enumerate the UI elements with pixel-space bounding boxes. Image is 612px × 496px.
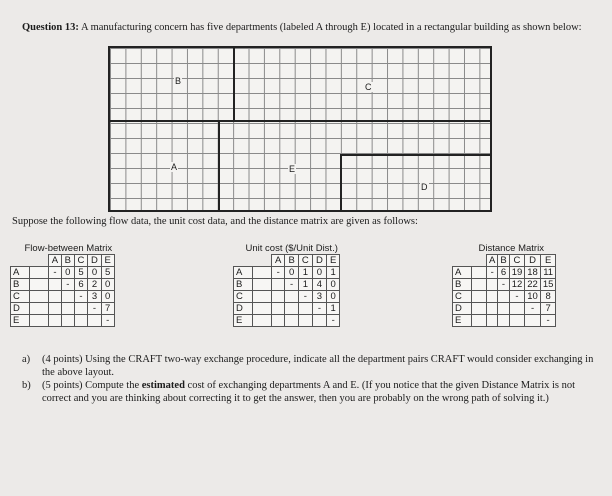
flow-cell <box>49 291 62 303</box>
distance-cell: 7 <box>540 303 556 315</box>
cost-spacer <box>253 303 272 315</box>
flow-spacer <box>30 267 49 279</box>
distance-matrix-header-row <box>453 255 556 267</box>
question-header <box>22 22 582 34</box>
cost-cell <box>285 315 298 327</box>
dept-label-d: D <box>421 182 428 192</box>
flow-matrix-header-row <box>11 255 115 267</box>
flow-cell <box>61 303 74 315</box>
dept-label-e: E <box>289 164 296 174</box>
given-data-intro: Suppose the following flow data, the unit cost data, and the distance matrix are given as follows: <box>12 216 418 227</box>
distance-cell: - <box>525 303 541 315</box>
cost-col-c: C <box>298 255 312 267</box>
cost-row-label: A <box>234 267 253 279</box>
distance-cell: 19 <box>509 267 525 279</box>
dept-label-a: A <box>171 162 178 172</box>
flow-cell: 0 <box>61 267 74 279</box>
flow-row-label: B <box>11 279 30 291</box>
cost-col-e: E <box>326 255 339 267</box>
question-parts <box>22 354 600 406</box>
flow-row-a <box>11 267 115 279</box>
flow-matrix <box>10 243 115 327</box>
distance-row-label: A <box>453 267 472 279</box>
distance-spacer <box>472 279 487 291</box>
flow-spacer <box>30 291 49 303</box>
distance-matrix <box>452 243 556 327</box>
flow-cell <box>49 315 62 327</box>
flow-row-c <box>11 291 115 303</box>
distance-spacer <box>472 291 487 303</box>
flow-spacer <box>30 303 49 315</box>
flow-cell <box>61 315 74 327</box>
distance-row-c <box>453 291 556 303</box>
cost-cell <box>272 279 285 291</box>
distance-spacer <box>472 315 487 327</box>
cost-cell <box>272 303 285 315</box>
cost-cell: 0 <box>326 291 339 303</box>
flow-cell <box>88 315 101 327</box>
distance-cell <box>509 315 525 327</box>
flow-cell <box>49 303 62 315</box>
distance-cell <box>487 315 498 327</box>
flow-row-d <box>11 303 115 315</box>
part-b-label: b) <box>22 380 31 391</box>
cost-row-label: D <box>234 303 253 315</box>
cost-row-b <box>234 279 340 291</box>
distance-row-d <box>453 303 556 315</box>
cost-cell <box>285 291 298 303</box>
cost-row-label: B <box>234 279 253 291</box>
flow-row-b <box>11 279 115 291</box>
flow-row-label: A <box>11 267 30 279</box>
distance-row-a <box>453 267 556 279</box>
cost-matrix <box>233 243 340 327</box>
cost-row-c <box>234 291 340 303</box>
part-b-text <box>42 380 600 405</box>
cost-cell: 0 <box>285 267 298 279</box>
flow-spacer <box>30 279 49 291</box>
part-b-text-bold: estimated <box>141 380 185 391</box>
cost-cell: - <box>298 291 312 303</box>
distance-row-label: B <box>453 279 472 291</box>
flow-cell: 7 <box>101 303 114 315</box>
distance-cell: - <box>540 315 556 327</box>
wall-horizontal <box>110 120 490 122</box>
flow-cell: 0 <box>101 291 114 303</box>
distance-cell: - <box>487 267 498 279</box>
distance-cell: 10 <box>525 291 541 303</box>
flow-cell: 0 <box>88 267 101 279</box>
cost-cell: - <box>326 315 339 327</box>
flow-row-e <box>11 315 115 327</box>
cost-cell: 4 <box>312 279 326 291</box>
part-a-text: (4 points) Using the CRAFT two-way exchange procedure, indicate all the department pairs CRAFT would consider exchanging in the above layout. <box>42 354 594 378</box>
distance-row-e <box>453 315 556 327</box>
cost-row-label: C <box>234 291 253 303</box>
cost-cell <box>298 315 312 327</box>
distance-spacer <box>472 267 487 279</box>
cost-row-a <box>234 267 340 279</box>
cost-cell: - <box>285 279 298 291</box>
cost-cell <box>272 291 285 303</box>
distance-row-label: D <box>453 303 472 315</box>
distance-col-c: C <box>509 255 525 267</box>
distance-cell <box>498 291 509 303</box>
flow-cell: - <box>74 291 87 303</box>
distance-matrix-title: Distance Matrix <box>478 243 544 254</box>
cost-col-a: A <box>272 255 285 267</box>
floor-plan <box>108 46 492 212</box>
flow-cell: - <box>61 279 74 291</box>
flow-col-a: A <box>49 255 62 267</box>
distance-col-a: A <box>487 255 498 267</box>
flow-col-b: B <box>61 255 74 267</box>
flow-cell <box>61 291 74 303</box>
distance-cell: - <box>498 279 509 291</box>
dept-label-c: C <box>365 82 372 92</box>
distance-cell <box>487 279 498 291</box>
wall-d-left <box>340 154 342 210</box>
flow-cell: 6 <box>74 279 87 291</box>
distance-cell: 12 <box>509 279 525 291</box>
part-a <box>22 354 600 379</box>
part-b-text-pre: (5 points) Compute the <box>42 380 142 391</box>
flow-cell: 5 <box>101 267 114 279</box>
question-text: A manufacturing concern has five departments (labeled A through E) located in a rectangular building as shown below: <box>80 22 582 33</box>
flow-cell <box>74 303 87 315</box>
flow-cell: 3 <box>88 291 101 303</box>
cost-cell: 0 <box>312 267 326 279</box>
flow-cell: 0 <box>101 279 114 291</box>
flow-cell <box>74 315 87 327</box>
distance-cell: 18 <box>525 267 541 279</box>
flow-col-c: C <box>74 255 87 267</box>
cost-matrix-title: Unit cost ($/Unit Dist.) <box>245 243 338 254</box>
distance-row-label: E <box>453 315 472 327</box>
cost-row-e <box>234 315 340 327</box>
flow-row-label: D <box>11 303 30 315</box>
cost-col-d: D <box>312 255 326 267</box>
cost-cell <box>285 303 298 315</box>
distance-cell <box>487 291 498 303</box>
distance-row-label: C <box>453 291 472 303</box>
cost-cell <box>272 315 285 327</box>
distance-cell: - <box>509 291 525 303</box>
dept-label-b: B <box>175 76 182 86</box>
distance-row-b <box>453 279 556 291</box>
flow-row-label: E <box>11 315 30 327</box>
cost-matrix-header-row <box>234 255 340 267</box>
flow-cell: - <box>88 303 101 315</box>
cost-cell: 1 <box>298 267 312 279</box>
flow-row-label: C <box>11 291 30 303</box>
cost-cell <box>298 303 312 315</box>
part-b-text-post: cost of exchanging departments A and E. (If you notice that the given Distance Matrix is not correct and you are thinking about correcting it to get the answer, then you are probably on the wrong path of solving it.) <box>42 380 576 404</box>
flow-spacer <box>30 315 49 327</box>
cost-spacer <box>253 315 272 327</box>
distance-col-e: E <box>540 255 556 267</box>
distance-cell <box>498 303 509 315</box>
flow-col-d: D <box>88 255 101 267</box>
flow-cell: 5 <box>74 267 87 279</box>
cost-cell: 3 <box>312 291 326 303</box>
distance-cell <box>487 303 498 315</box>
cost-cell: 1 <box>326 303 339 315</box>
cost-cell: 1 <box>298 279 312 291</box>
distance-cell <box>525 315 541 327</box>
distance-spacer <box>472 303 487 315</box>
distance-cell: 11 <box>540 267 556 279</box>
distance-cell: 6 <box>498 267 509 279</box>
wall-a-e <box>218 120 220 210</box>
cost-spacer <box>253 279 272 291</box>
part-a-label: a) <box>22 354 31 365</box>
cost-cell: 0 <box>326 279 339 291</box>
cost-spacer <box>253 291 272 303</box>
distance-cell <box>509 303 525 315</box>
cost-cell <box>312 315 326 327</box>
cost-cell: - <box>312 303 326 315</box>
part-b <box>22 380 600 405</box>
cost-cell: 1 <box>326 267 339 279</box>
flow-cell <box>49 279 62 291</box>
wall-d-top <box>340 154 490 156</box>
wall-b-c <box>233 48 235 122</box>
question-number: Question 13: <box>22 22 79 33</box>
flow-cell: - <box>101 315 114 327</box>
distance-col-b: B <box>498 255 509 267</box>
distance-col-d: D <box>525 255 541 267</box>
cost-row-label: E <box>234 315 253 327</box>
flow-col-e: E <box>101 255 114 267</box>
distance-cell <box>498 315 509 327</box>
cost-col-b: B <box>285 255 298 267</box>
flow-matrix-title: Flow-between Matrix <box>24 243 113 254</box>
distance-cell: 8 <box>540 291 556 303</box>
cost-cell: - <box>272 267 285 279</box>
flow-cell: 2 <box>88 279 101 291</box>
cost-spacer <box>253 267 272 279</box>
distance-cell: 22 <box>525 279 541 291</box>
cost-row-d <box>234 303 340 315</box>
flow-cell: - <box>49 267 62 279</box>
distance-cell: 15 <box>540 279 556 291</box>
